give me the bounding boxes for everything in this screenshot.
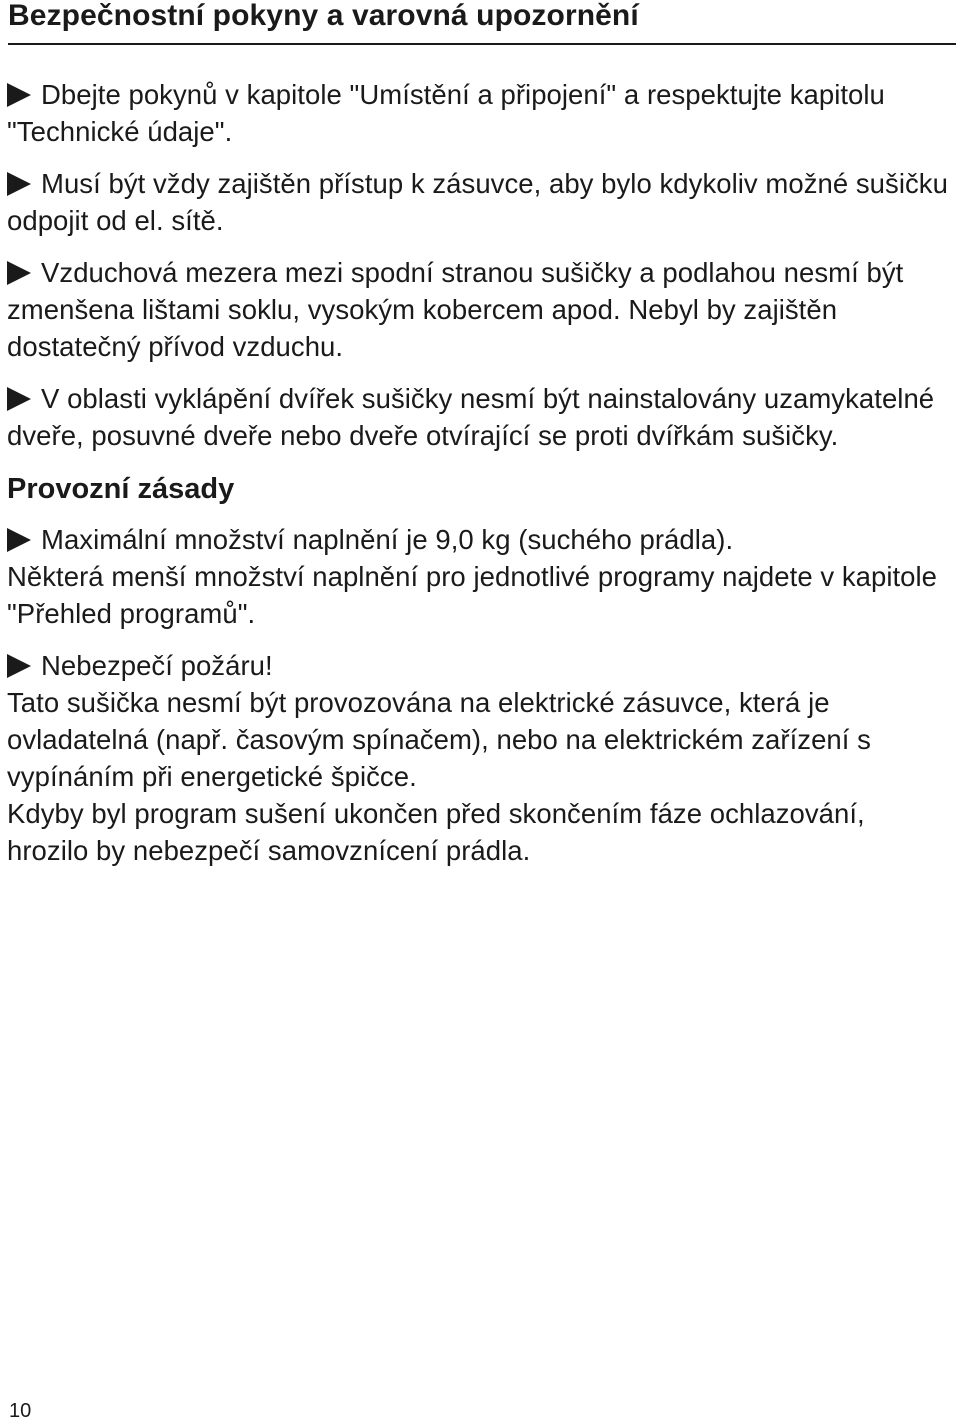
bullet-paragraph — [7, 76, 952, 150]
bullet-text: Vzduchová mezera mezi spodní stranou sušičky a podlahou nesmí být zmenšena lištami soklu, vysokým kobercem apod. Nebyl by zajištěn dostatečný přívod vzduchu. — [7, 257, 904, 362]
triangle-bullet-icon — [7, 83, 31, 107]
bullet-text: Dbejte pokynů v kapitole "Umístění a připojení" a respektujte kapitolu "Technické údaje". — [7, 79, 885, 147]
bullet-paragraph — [7, 165, 952, 239]
bullet-paragraph — [7, 380, 952, 454]
triangle-bullet-icon — [7, 654, 31, 678]
triangle-bullet-icon — [7, 387, 31, 411]
triangle-bullet-icon — [7, 528, 31, 552]
page-title: Bezpečnostní pokyny a varovná upozornění — [8, 0, 639, 32]
section-heading: Provozní zásady — [7, 473, 235, 505]
heading-divider — [8, 43, 956, 45]
page-number: 10 — [9, 1400, 32, 1422]
bullet-text: Nebezpečí požáru! — [41, 650, 273, 681]
bullet-text: Maximální množství naplnění je 9,0 kg (suchého prádla). — [41, 524, 734, 555]
body-paragraph: Kdyby byl program sušení ukončen před skončením fáze ochlazování, hrozilo by nebezpečí samovznícení prádla. — [7, 798, 865, 866]
content-area — [7, 76, 952, 869]
bullet-paragraph — [7, 647, 952, 684]
body-paragraph: Některá menší množství naplnění pro jednotlivé programy najdete v kapitole "Přehled programů". — [7, 561, 938, 629]
body-paragraph: Tato sušička nesmí být provozována na elektrické zásuvce, která je ovladatelná (např. časovým spínačem), nebo na elektrickém zařízení s vypínáním při energetické špičce. — [7, 687, 871, 792]
triangle-bullet-icon — [7, 261, 31, 285]
bullet-text: Musí být vždy zajištěn přístup k zásuvce, aby bylo kdykoliv možné sušičku odpojit od el. sítě. — [7, 168, 948, 236]
triangle-bullet-icon — [7, 172, 31, 196]
bullet-paragraph — [7, 254, 952, 365]
bullet-text: V oblasti vyklápění dvířek sušičky nesmí být nainstalovány uzamykatelné dveře, posuvné dveře nebo dveře otvírající se proti dvířkám sušičky. — [7, 383, 935, 451]
bullet-paragraph — [7, 521, 952, 558]
